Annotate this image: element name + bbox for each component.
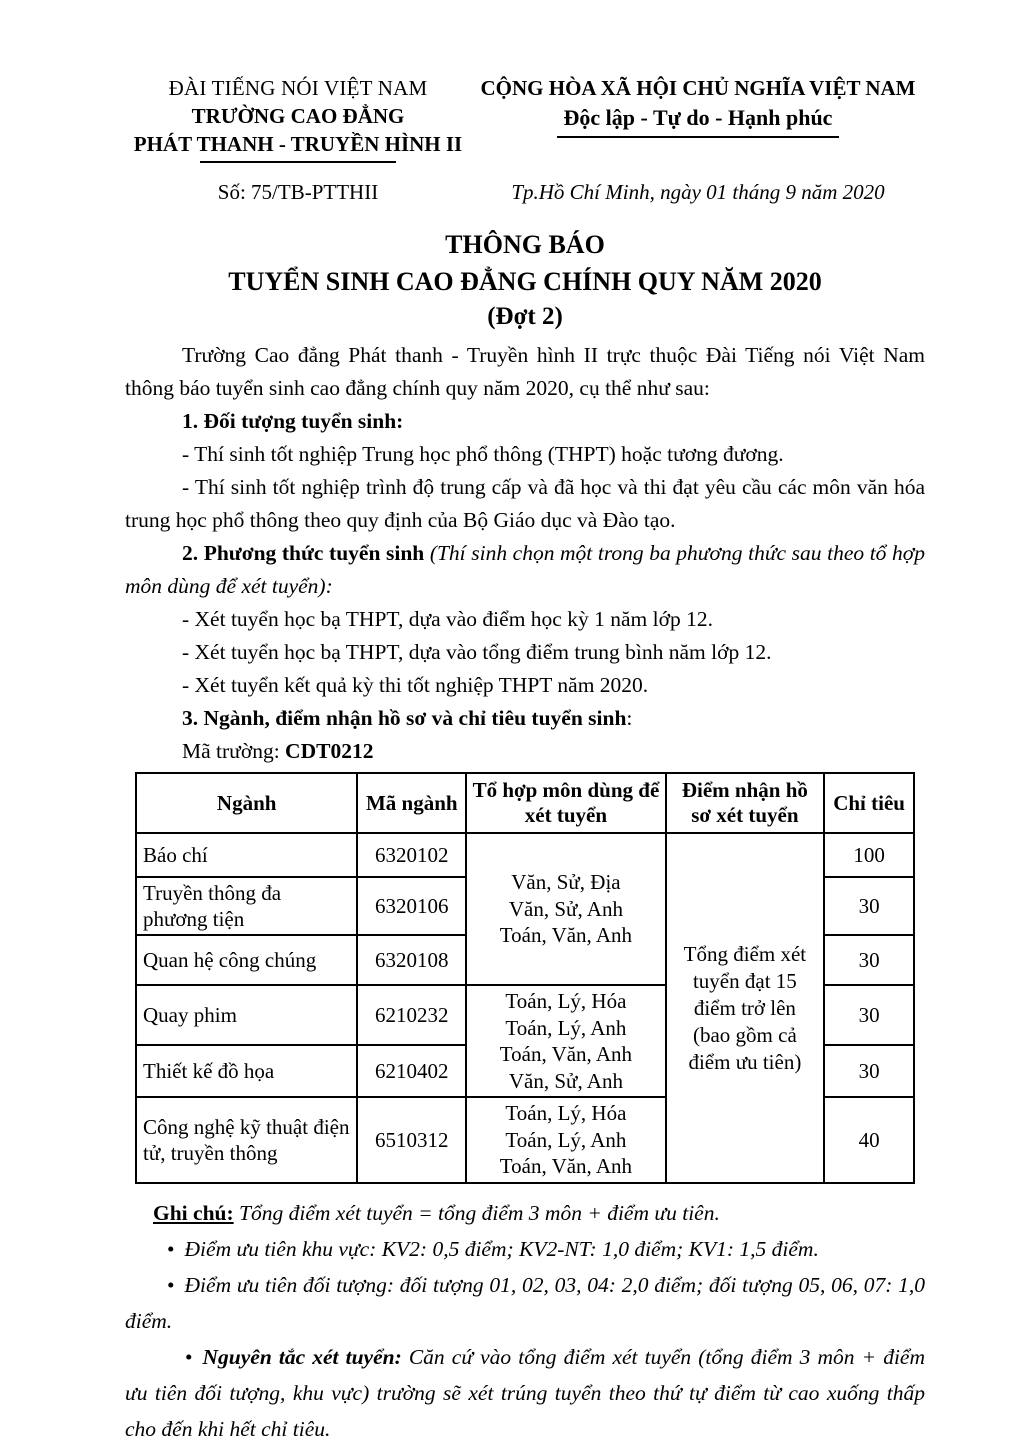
quota-cell: 30 xyxy=(824,877,914,935)
note-region-priority xyxy=(125,1231,925,1267)
section2-heading-paragraph xyxy=(125,537,925,603)
note-admission-principle-label: Nguyên tắc xét tuyển: xyxy=(202,1345,409,1369)
republic-name: CỘNG HÒA XÃ HỘI CHỦ NGHĨA VIỆT NAM xyxy=(480,76,916,100)
motto-underline xyxy=(557,136,839,138)
quota-cell: 30 xyxy=(824,935,914,985)
notes-formula: Tổng điểm xét tuyển = tổng điểm 3 môn + điểm ưu tiên. xyxy=(233,1201,720,1225)
admission-table xyxy=(135,772,915,1184)
republic-motto: Độc lập - Tự do - Hạnh phúc xyxy=(563,105,833,130)
subject-combo-group-2 xyxy=(466,985,665,1097)
major-code-cell: 6210232 xyxy=(357,985,466,1045)
major-name-cell: Báo chí xyxy=(136,833,357,877)
combo-line: Toán, Lý, Anh xyxy=(505,1127,627,1152)
section1-item1: - Thí sinh tốt nghiệp Trung học phổ thông (THPT) hoặc tương đương. xyxy=(182,442,784,466)
col-header-subject-combos: Tổ hợp môn dùng để xét tuyển xyxy=(466,773,665,833)
score-threshold-cell: Tổng điểm xét tuyển đạt 15 điểm trở lên (bao gồm cả điểm ưu tiên) xyxy=(666,833,825,1183)
intro-paragraph: Trường Cao đẳng Phát thanh - Truyền hình II trực thuộc Đài Tiếng nói Việt Nam thông báo tuyển sinh cao đẳng chính quy năm 2020, cụ thể như sau: xyxy=(125,343,925,400)
col-header-quota: Chỉ tiêu xyxy=(824,773,914,833)
school-name-line1: TRƯỜNG CAO ĐẲNG xyxy=(191,104,405,128)
combo-line: Văn, Sử, Anh xyxy=(508,1068,623,1093)
document-header xyxy=(125,74,925,163)
quota-cell: 100 xyxy=(824,833,914,877)
major-name-cell: Công nghệ kỹ thuật điện tử, truyền thông xyxy=(136,1097,357,1183)
doc-number: Số: 75/TB-PTTHII xyxy=(217,180,379,204)
number-date-row xyxy=(125,180,925,205)
combo-line: Toán, Lý, Hóa xyxy=(505,1101,627,1126)
major-code-cell: 6320106 xyxy=(357,877,466,935)
issuing-org-block xyxy=(125,74,471,163)
parent-org-name: ĐÀI TIẾNG NÓI VIỆT NAM xyxy=(168,76,428,100)
combo-line: Văn, Sử, Địa xyxy=(511,870,621,895)
combo-line: Toán, Văn, Anh xyxy=(499,1154,633,1179)
major-code-cell: 6510312 xyxy=(357,1097,466,1183)
col-header-major: Ngành xyxy=(136,773,357,833)
section2-item3: - Xét tuyển kết quả kỳ thi tốt nghiệp THPT năm 2020. xyxy=(182,673,649,697)
section1-heading: 1. Đối tượng tuyển sinh: xyxy=(182,409,404,433)
major-code-cell: 6320108 xyxy=(357,935,466,985)
major-code-cell: 6210402 xyxy=(357,1045,466,1097)
note-subject-priority-text: Điểm ưu tiên đối tượng: đối tượng 01, 02, 03, 04: 2,0 điểm; đối tượng 05, 06, 07: 1,0 điểm. xyxy=(125,1273,925,1333)
document-body xyxy=(125,339,925,768)
subject-combo-group-1 xyxy=(466,833,665,985)
section3-heading-paragraph xyxy=(182,702,925,735)
major-name-cell: Quay phim xyxy=(136,985,357,1045)
section3-heading-colon: : xyxy=(626,706,633,730)
school-name-line2: PHÁT THANH - TRUYỀN HÌNH II xyxy=(133,132,463,156)
title-block xyxy=(125,226,925,334)
col-header-score-threshold: Điểm nhận hồ sơ xét tuyển xyxy=(666,773,825,833)
combo-line: Toán, Lý, Hóa xyxy=(505,989,627,1013)
republic-block xyxy=(471,74,925,163)
quota-cell: 30 xyxy=(824,1045,914,1097)
quota-cell: 30 xyxy=(824,985,914,1045)
section2-heading: 2. Phương thức tuyển sinh xyxy=(182,541,425,565)
note-region-priority-text: Điểm ưu tiên khu vực: KV2: 0,5 điểm; KV2-NT: 1,0 điểm; KV1: 1,5 điểm. xyxy=(184,1237,819,1261)
bullet-icon: • xyxy=(167,1237,175,1261)
school-code-paragraph xyxy=(182,735,925,768)
note-admission-principle-text: Căn cứ vào tổng điểm xét tuyển (tổng điểm 3 môn + điểm ưu tiên đối tượng, khu vực) trường sẽ xét trúng tuyển theo thứ tự điểm từ cao xuống thấp cho đến khi hết chỉ tiêu. xyxy=(125,1345,925,1441)
table-header-row xyxy=(136,773,914,833)
note-admission-principle xyxy=(125,1339,925,1447)
section2-item2: - Xét tuyển học bạ THPT, dựa vào tổng điểm trung bình năm lớp 12. xyxy=(182,640,772,664)
quota-cell: 40 xyxy=(824,1097,914,1183)
note-subject-priority xyxy=(125,1267,925,1339)
combo-line: Văn, Sử, Anh xyxy=(508,896,623,921)
table-row xyxy=(136,833,914,877)
notes-heading-line xyxy=(125,1195,925,1231)
place-date: Tp.Hồ Chí Minh, ngày 01 tháng 9 năm 2020 xyxy=(511,180,885,204)
doc-type-title: THÔNG BÁO xyxy=(445,230,605,259)
combo-line: Toán, Lý, Anh xyxy=(505,1015,627,1040)
org-underline xyxy=(200,161,396,163)
section2-heading-note: (Thí sinh chọn một trong ba phương thức sau theo tổ hợp môn dùng để xét tuyển): xyxy=(125,541,925,598)
notes-section xyxy=(125,1195,925,1447)
doc-phase-title: (Đợt 2) xyxy=(487,303,563,330)
section2-item1: - Xét tuyển học bạ THPT, dựa vào điểm học kỳ 1 năm lớp 12. xyxy=(182,607,713,631)
combo-line: Toán, Văn, Anh xyxy=(499,923,633,948)
col-header-major-code: Mã ngành xyxy=(357,773,466,833)
school-code-value: CDT0212 xyxy=(285,739,374,763)
major-code-cell: 6320102 xyxy=(357,833,466,877)
notes-label: Ghi chú: xyxy=(153,1201,234,1225)
major-name-cell: Thiết kế đồ họa xyxy=(136,1045,357,1097)
combo-line: Toán, Văn, Anh xyxy=(499,1042,633,1066)
major-name-cell: Truyền thông đa phương tiện xyxy=(136,877,357,935)
bullet-icon: • xyxy=(167,1273,175,1297)
major-name-cell: Quan hệ công chúng xyxy=(136,935,357,985)
section1-item2: - Thí sinh tốt nghiệp trình độ trung cấp và đã học và thi đạt yêu cầu các môn văn hóa trung học phổ thông theo quy định của Bộ Giáo dục và Đào tạo. xyxy=(125,475,925,532)
subject-combo-group-3 xyxy=(466,1097,665,1183)
doc-subject-title: TUYỂN SINH CAO ĐẲNG CHÍNH QUY NĂM 2020 xyxy=(228,267,822,296)
section3-heading: 3. Ngành, điểm nhận hồ sơ và chỉ tiêu tuyển sinh xyxy=(182,706,627,730)
school-code-label: Mã trường: xyxy=(182,739,286,763)
bullet-icon: • xyxy=(185,1345,193,1369)
